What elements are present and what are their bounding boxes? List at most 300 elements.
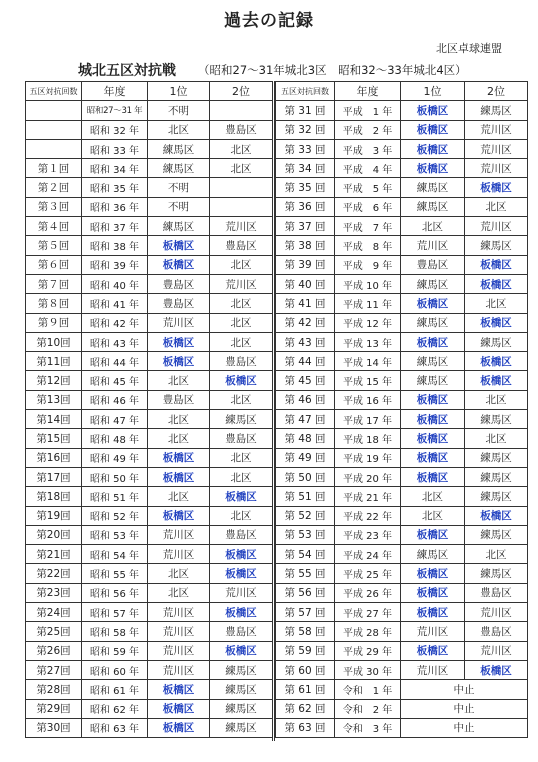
first-place-cell: 板橋区 — [401, 390, 465, 409]
table-row — [276, 332, 528, 351]
round-cell: 第 42 回 — [276, 313, 335, 332]
year-cell: 昭和 47 年 — [82, 410, 148, 429]
year-cell: 昭和 34 年 — [82, 159, 148, 178]
year-cell: 昭和 52 年 — [82, 506, 148, 525]
first-place-cell: 板橋区 — [148, 236, 210, 255]
table-row — [26, 274, 273, 293]
first-place-cell: 板橋区 — [401, 120, 465, 139]
second-place-cell: 板橋区 — [465, 255, 528, 274]
table-row — [26, 236, 273, 255]
round-cell: 第 62 回 — [276, 699, 335, 718]
header-first: 1位 — [148, 82, 210, 101]
first-place-cell: 板橋区 — [401, 467, 465, 486]
table-row — [26, 718, 273, 737]
first-place-cell: 北区 — [148, 410, 210, 429]
round-cell: 第 44 回 — [276, 352, 335, 371]
year-cell: 昭和 54 年 — [82, 545, 148, 564]
second-place-cell: 練馬区 — [210, 680, 273, 699]
second-place-cell: 板橋区 — [210, 545, 273, 564]
round-cell: 第12回 — [26, 371, 82, 390]
year-cell: 昭和 62 年 — [82, 699, 148, 718]
round-cell: 第８回 — [26, 294, 82, 313]
second-place-cell: 練馬区 — [465, 487, 528, 506]
second-place-cell: 北区 — [210, 294, 273, 313]
round-cell: 第25回 — [26, 622, 82, 641]
table-row — [276, 487, 528, 506]
table-row — [276, 699, 528, 718]
round-cell: 第22回 — [26, 564, 82, 583]
header-round: 五区対抗回数 — [26, 82, 82, 101]
table-row — [276, 641, 528, 660]
round-cell: 第１回 — [26, 159, 82, 178]
table-row — [26, 332, 273, 351]
first-place-cell: 荒川区 — [148, 660, 210, 679]
year-cell: 昭和 36 年 — [82, 197, 148, 216]
year-cell: 昭和 37 年 — [82, 217, 148, 236]
first-place-cell: 荒川区 — [148, 622, 210, 641]
table-row — [276, 178, 528, 197]
first-place-cell: 練馬区 — [401, 371, 465, 390]
round-cell: 第17回 — [26, 467, 82, 486]
year-cell: 平成 10 年 — [335, 274, 401, 293]
round-cell: 第 61 回 — [276, 680, 335, 699]
first-place-cell: 板橋区 — [148, 352, 210, 371]
first-place-cell: 板橋区 — [148, 699, 210, 718]
first-place-cell: 北区 — [148, 564, 210, 583]
round-cell: 第 31 回 — [276, 101, 335, 120]
header-second: 2位 — [465, 82, 528, 101]
year-cell: 昭和 43 年 — [82, 332, 148, 351]
table-row — [276, 197, 528, 216]
first-place-cell: 板橋区 — [148, 506, 210, 525]
round-cell: 第３回 — [26, 197, 82, 216]
year-cell: 令和 3 年 — [335, 718, 401, 737]
first-place-cell: 不明 — [148, 197, 210, 216]
table-row — [276, 410, 528, 429]
first-place-cell: 豊島区 — [148, 294, 210, 313]
table-row — [26, 622, 273, 641]
second-place-cell: 北区 — [210, 448, 273, 467]
second-place-cell: 荒川区 — [465, 641, 528, 660]
table-row — [276, 159, 528, 178]
second-place-cell: 北区 — [210, 159, 273, 178]
table-row — [276, 680, 528, 699]
first-place-cell: 荒川区 — [148, 603, 210, 622]
first-place-cell: 板橋区 — [401, 641, 465, 660]
year-cell: 昭和 45 年 — [82, 371, 148, 390]
table-row — [26, 583, 273, 602]
round-cell: 第 52 回 — [276, 506, 335, 525]
second-place-cell — [210, 101, 273, 120]
second-place-cell: 練馬区 — [210, 718, 273, 737]
first-place-cell: 北区 — [148, 429, 210, 448]
table-row — [276, 718, 528, 737]
first-place-cell: 練馬区 — [148, 159, 210, 178]
year-cell: 平成 16 年 — [335, 390, 401, 409]
round-cell: 第６回 — [26, 255, 82, 274]
round-cell: 第 53 回 — [276, 525, 335, 544]
year-cell: 平成 21 年 — [335, 487, 401, 506]
round-cell — [26, 139, 82, 158]
first-place-cell: 北区 — [401, 487, 465, 506]
second-place-cell: 北区 — [210, 139, 273, 158]
year-cell: 平成 15 年 — [335, 371, 401, 390]
table-row — [26, 641, 273, 660]
table-row — [26, 680, 273, 699]
first-place-cell: 不明 — [148, 178, 210, 197]
year-cell: 昭和 55 年 — [82, 564, 148, 583]
year-cell: 昭和 33 年 — [82, 139, 148, 158]
year-cell: 平成 6 年 — [335, 197, 401, 216]
year-cell: 昭和 32 年 — [82, 120, 148, 139]
first-place-cell: 練馬区 — [401, 197, 465, 216]
first-place-cell: 板橋区 — [401, 525, 465, 544]
second-place-cell: 板橋区 — [210, 641, 273, 660]
year-cell: 昭和 38 年 — [82, 236, 148, 255]
year-cell: 昭和 48 年 — [82, 429, 148, 448]
table-row — [26, 699, 273, 718]
table-row — [26, 313, 273, 332]
round-cell: 第 49 回 — [276, 448, 335, 467]
second-place-cell: 豊島区 — [465, 622, 528, 641]
records-table — [25, 81, 527, 741]
table-row — [276, 274, 528, 293]
table-row — [26, 564, 273, 583]
round-cell: 第 41 回 — [276, 294, 335, 313]
second-place-cell: 板橋区 — [465, 178, 528, 197]
round-cell: 第 56 回 — [276, 583, 335, 602]
year-cell: 昭和 51 年 — [82, 487, 148, 506]
first-place-cell: 板橋区 — [401, 564, 465, 583]
first-place-cell: 北区 — [401, 506, 465, 525]
first-place-cell: 練馬区 — [401, 545, 465, 564]
second-place-cell: 板橋区 — [210, 487, 273, 506]
year-cell: 昭和 53 年 — [82, 525, 148, 544]
page-title: 過去の記録 — [224, 11, 314, 31]
second-place-cell — [210, 178, 273, 197]
round-cell: 第 36 回 — [276, 197, 335, 216]
table-row — [26, 255, 273, 274]
year-cell: 令和 2 年 — [335, 699, 401, 718]
second-place-cell: 練馬区 — [210, 660, 273, 679]
round-cell: 第 54 回 — [276, 545, 335, 564]
year-cell: 昭和 35 年 — [82, 178, 148, 197]
table-row — [276, 448, 528, 467]
table-row — [276, 101, 528, 120]
first-place-cell: 板橋区 — [148, 718, 210, 737]
second-place-cell: 豊島区 — [210, 429, 273, 448]
round-cell: 第 37 回 — [276, 217, 335, 236]
records-left-body — [26, 101, 273, 738]
round-cell: 第 63 回 — [276, 718, 335, 737]
round-cell: 第 38 回 — [276, 236, 335, 255]
year-cell: 平成 14 年 — [335, 352, 401, 371]
year-cell: 平成 20 年 — [335, 467, 401, 486]
header-row — [276, 82, 528, 101]
year-cell: 平成 30 年 — [335, 660, 401, 679]
first-place-cell: 荒川区 — [148, 525, 210, 544]
round-cell: 第29回 — [26, 699, 82, 718]
first-place-cell: 板橋区 — [148, 467, 210, 486]
header-first: 1位 — [401, 82, 465, 101]
second-place-cell: 荒川区 — [465, 159, 528, 178]
first-place-cell: 荒川区 — [148, 641, 210, 660]
second-place-cell: 豊島区 — [210, 236, 273, 255]
records-table-right — [275, 81, 528, 738]
year-cell: 平成 3 年 — [335, 139, 401, 158]
table-row — [26, 525, 273, 544]
header-second: 2位 — [210, 82, 273, 101]
year-cell: 昭和 56 年 — [82, 583, 148, 602]
first-place-cell: 荒川区 — [401, 660, 465, 679]
second-place-cell: 北区 — [210, 506, 273, 525]
round-cell: 第 50 回 — [276, 467, 335, 486]
table-row — [26, 178, 273, 197]
round-cell: 第 48 回 — [276, 429, 335, 448]
round-cell: 第 51 回 — [276, 487, 335, 506]
table-row — [276, 255, 528, 274]
year-cell: 平成 11 年 — [335, 294, 401, 313]
second-place-cell: 練馬区 — [210, 699, 273, 718]
first-place-cell: 板橋区 — [401, 429, 465, 448]
second-place-cell: 荒川区 — [465, 603, 528, 622]
year-cell: 昭和27〜31 年 — [82, 101, 148, 120]
table-row — [276, 525, 528, 544]
year-cell: 平成 12 年 — [335, 313, 401, 332]
cancelled-cell: 中止 — [401, 699, 528, 718]
round-cell: 第21回 — [26, 545, 82, 564]
cancelled-cell: 中止 — [401, 718, 528, 737]
round-cell: 第 33 回 — [276, 139, 335, 158]
second-place-cell: 練馬区 — [465, 236, 528, 255]
second-place-cell: 荒川区 — [210, 217, 273, 236]
year-cell: 昭和 40 年 — [82, 274, 148, 293]
year-cell: 平成 5 年 — [335, 178, 401, 197]
second-place-cell: 板橋区 — [210, 564, 273, 583]
organization-name: 北区卓球連盟 — [436, 42, 502, 55]
second-place-cell: 北区 — [210, 313, 273, 332]
second-place-cell: 練馬区 — [465, 525, 528, 544]
table-row — [276, 313, 528, 332]
table-row — [26, 371, 273, 390]
table-row — [26, 352, 273, 371]
second-place-cell: 北区 — [465, 197, 528, 216]
round-cell: 第９回 — [26, 313, 82, 332]
second-place-cell: 荒川区 — [465, 120, 528, 139]
second-place-cell: 板橋区 — [465, 274, 528, 293]
second-place-cell: 練馬区 — [465, 564, 528, 583]
table-row — [26, 448, 273, 467]
round-cell: 第30回 — [26, 718, 82, 737]
year-cell: 平成 13 年 — [335, 332, 401, 351]
round-cell: 第２回 — [26, 178, 82, 197]
first-place-cell: 板橋区 — [148, 332, 210, 351]
table-row — [276, 660, 528, 679]
first-place-cell: 豊島区 — [401, 255, 465, 274]
round-cell: 第28回 — [26, 680, 82, 699]
second-place-cell: 荒川区 — [210, 583, 273, 602]
round-cell: 第 45 回 — [276, 371, 335, 390]
year-cell: 昭和 63 年 — [82, 718, 148, 737]
first-place-cell: 練馬区 — [401, 178, 465, 197]
section-title: 城北五区対抗戦 — [78, 63, 176, 79]
second-place-cell — [210, 197, 273, 216]
round-cell: 第 55 回 — [276, 564, 335, 583]
second-place-cell: 荒川区 — [210, 274, 273, 293]
year-cell: 昭和 46 年 — [82, 390, 148, 409]
second-place-cell: 北区 — [210, 255, 273, 274]
table-row — [276, 622, 528, 641]
second-place-cell: 北区 — [210, 467, 273, 486]
table-row — [276, 352, 528, 371]
first-place-cell: 荒川区 — [401, 236, 465, 255]
round-cell: 第 47 回 — [276, 410, 335, 429]
table-row — [276, 120, 528, 139]
first-place-cell: 板橋区 — [148, 680, 210, 699]
year-cell: 令和 1 年 — [335, 680, 401, 699]
year-cell: 昭和 50 年 — [82, 467, 148, 486]
round-cell: 第４回 — [26, 217, 82, 236]
table-row — [276, 603, 528, 622]
year-cell: 平成 28 年 — [335, 622, 401, 641]
first-place-cell: 板橋区 — [401, 448, 465, 467]
table-row — [276, 564, 528, 583]
table-row — [26, 197, 273, 216]
second-place-cell: 北区 — [210, 390, 273, 409]
year-cell: 平成 26 年 — [335, 583, 401, 602]
second-place-cell: 豊島区 — [210, 525, 273, 544]
round-cell — [26, 120, 82, 139]
table-row — [276, 139, 528, 158]
header-round: 五区対抗回数 — [276, 82, 335, 101]
table-row — [276, 217, 528, 236]
table-row — [26, 660, 273, 679]
round-cell: 第14回 — [26, 410, 82, 429]
round-cell: 第 40 回 — [276, 274, 335, 293]
first-place-cell: 荒川区 — [401, 622, 465, 641]
round-cell: 第 35 回 — [276, 178, 335, 197]
year-cell: 平成 24 年 — [335, 545, 401, 564]
second-place-cell: 板橋区 — [465, 313, 528, 332]
table-row — [26, 101, 273, 120]
second-place-cell: 練馬区 — [465, 332, 528, 351]
first-place-cell: 練馬区 — [401, 352, 465, 371]
table-row — [26, 410, 273, 429]
first-place-cell: 北区 — [401, 217, 465, 236]
round-cell: 第 57 回 — [276, 603, 335, 622]
table-row — [276, 545, 528, 564]
round-cell: 第 59 回 — [276, 641, 335, 660]
second-place-cell: 練馬区 — [465, 448, 528, 467]
first-place-cell: 練馬区 — [401, 313, 465, 332]
year-cell: 平成 1 年 — [335, 101, 401, 120]
first-place-cell: 練馬区 — [401, 274, 465, 293]
first-place-cell: 板橋区 — [401, 332, 465, 351]
first-place-cell: 板橋区 — [401, 294, 465, 313]
second-place-cell: 練馬区 — [465, 410, 528, 429]
first-place-cell: 荒川区 — [148, 545, 210, 564]
year-cell: 平成 19 年 — [335, 448, 401, 467]
year-cell: 平成 23 年 — [335, 525, 401, 544]
round-cell: 第 34 回 — [276, 159, 335, 178]
first-place-cell: 板橋区 — [401, 410, 465, 429]
first-place-cell: 北区 — [148, 371, 210, 390]
round-cell: 第 32 回 — [276, 120, 335, 139]
first-place-cell: 板橋区 — [401, 603, 465, 622]
year-cell: 昭和 60 年 — [82, 660, 148, 679]
year-cell: 昭和 58 年 — [82, 622, 148, 641]
second-place-cell: 板橋区 — [465, 660, 528, 679]
records-table-left — [25, 81, 273, 738]
table-row — [26, 429, 273, 448]
round-cell: 第19回 — [26, 506, 82, 525]
second-place-cell: 板橋区 — [210, 371, 273, 390]
second-place-cell: 練馬区 — [465, 101, 528, 120]
second-place-cell: 豊島区 — [210, 352, 273, 371]
second-place-cell: 北区 — [465, 294, 528, 313]
second-place-cell: 北区 — [465, 390, 528, 409]
second-place-cell: 豊島区 — [210, 120, 273, 139]
first-place-cell: 不明 — [148, 101, 210, 120]
header-year: 年度 — [82, 82, 148, 101]
header-year: 年度 — [335, 82, 401, 101]
table-row — [26, 139, 273, 158]
section-note: （昭和27〜31年城北3区 昭和32〜33年城北4区） — [198, 63, 467, 77]
year-cell: 昭和 42 年 — [82, 313, 148, 332]
first-place-cell: 練馬区 — [148, 217, 210, 236]
table-row — [26, 159, 273, 178]
table-row — [26, 545, 273, 564]
year-cell: 昭和 39 年 — [82, 255, 148, 274]
round-cell: 第５回 — [26, 236, 82, 255]
year-cell: 昭和 44 年 — [82, 352, 148, 371]
table-row — [276, 583, 528, 602]
second-place-cell: 北区 — [465, 429, 528, 448]
round-cell: 第 46 回 — [276, 390, 335, 409]
table-row — [276, 506, 528, 525]
second-place-cell: 豊島区 — [465, 583, 528, 602]
round-cell: 第11回 — [26, 352, 82, 371]
round-cell: 第15回 — [26, 429, 82, 448]
year-cell: 平成 9 年 — [335, 255, 401, 274]
second-place-cell: 北区 — [465, 545, 528, 564]
year-cell: 平成 2 年 — [335, 120, 401, 139]
table-row — [276, 429, 528, 448]
table-row — [26, 506, 273, 525]
year-cell: 平成 22 年 — [335, 506, 401, 525]
round-cell — [26, 101, 82, 120]
year-cell: 平成 25 年 — [335, 564, 401, 583]
second-place-cell: 板橋区 — [210, 603, 273, 622]
first-place-cell: 練馬区 — [148, 139, 210, 158]
first-place-cell: 豊島区 — [148, 274, 210, 293]
round-cell: 第23回 — [26, 583, 82, 602]
first-place-cell: 北区 — [148, 487, 210, 506]
first-place-cell: 北区 — [148, 120, 210, 139]
second-place-cell: 豊島区 — [210, 622, 273, 641]
first-place-cell: 板橋区 — [148, 448, 210, 467]
first-place-cell: 板橋区 — [401, 159, 465, 178]
second-place-cell: 練馬区 — [210, 410, 273, 429]
table-row — [26, 467, 273, 486]
year-cell: 昭和 61 年 — [82, 680, 148, 699]
year-cell: 平成 18 年 — [335, 429, 401, 448]
table-row — [276, 467, 528, 486]
year-cell: 平成 7 年 — [335, 217, 401, 236]
year-cell: 平成 4 年 — [335, 159, 401, 178]
table-row — [26, 390, 273, 409]
round-cell: 第 58 回 — [276, 622, 335, 641]
